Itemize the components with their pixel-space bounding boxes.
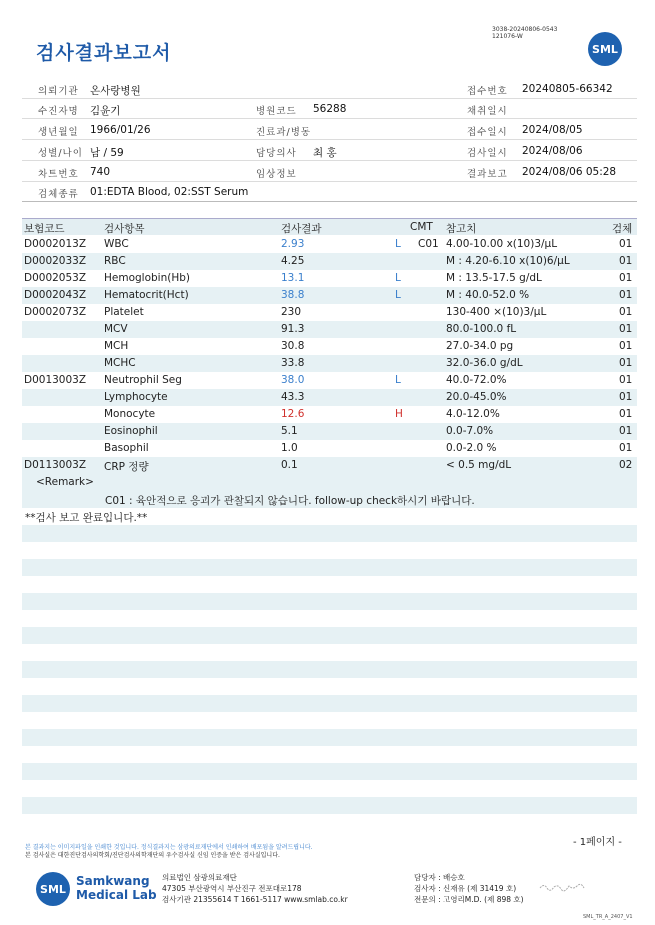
- result-cell: 33.8: [281, 357, 305, 369]
- cmt-cell: C01: [418, 238, 439, 250]
- empty-row-band: [22, 525, 637, 542]
- item-cell: MCHC: [104, 357, 136, 369]
- address-line-2: 47305 부산광역시 부산진구 전포대로178: [162, 884, 302, 893]
- info-row-specimen: 검체종류 01:EDTA Blood, 02:SST Serum: [22, 182, 637, 202]
- info-row-institution: 의뢰기관 온사랑병원 접수번호 20240805-66342: [22, 79, 637, 99]
- specimen-cell: 01: [619, 289, 633, 301]
- item-cell: Basophil: [104, 442, 149, 454]
- specimen-cell: 01: [619, 374, 633, 386]
- item-cell: CRP 정량: [104, 461, 149, 473]
- page-title: 검사결과보고서: [36, 42, 172, 64]
- item-cell: Monocyte: [104, 408, 156, 420]
- code-cell: D0002033Z: [24, 255, 87, 267]
- reference-cell: 0.0-7.0%: [446, 425, 494, 437]
- result-cell: 0.1: [281, 459, 298, 471]
- signer-specialist: 전문의 : 고영리M.D. (제 898 호): [414, 895, 524, 904]
- code-cell: D0013003Z: [24, 374, 87, 386]
- footnote-certification: 본 검사실은 대한진단검사의학회/진단검사의학재단의 우수검사실 신임 인증을 받은 검사실입니다.: [25, 852, 280, 859]
- barcode-id: 3038-20240806-0543 121076-W: [492, 26, 558, 40]
- specimen-cell: 01: [619, 272, 633, 284]
- table-row: [22, 253, 637, 270]
- reference-cell: < 0.5 mg/dL: [446, 459, 512, 471]
- result-cell: 43.3: [281, 391, 305, 403]
- result-cell: 2.93: [281, 238, 305, 250]
- result-cell: 12.6: [281, 408, 305, 420]
- table-row: [22, 321, 637, 338]
- table-row: [22, 372, 637, 389]
- signer-examiner: 검사자 : 신재유 (제 31419 호): [414, 884, 517, 893]
- signer-manager: 담당자 : 배승호: [414, 873, 465, 882]
- remark-text: C01 : 육안적으로 응괴가 관찰되지 않습니다. follow-up check하시기 바랍니다.: [105, 495, 475, 507]
- item-cell: Lymphocyte: [104, 391, 168, 403]
- reference-cell: 32.0-36.0 g/dL: [446, 357, 523, 369]
- specimen-cell: 01: [619, 408, 633, 420]
- result-cell: 91.3: [281, 323, 305, 335]
- result-cell: 38.0: [281, 374, 305, 386]
- specimen-cell: 01: [619, 391, 633, 403]
- specimen-cell: 01: [619, 323, 633, 335]
- empty-row-band: [22, 593, 637, 610]
- flag-cell: L: [395, 272, 401, 284]
- reference-cell: 130-400 ×(10)3/μL: [446, 306, 547, 318]
- table-row: [22, 423, 637, 440]
- table-row: [22, 355, 637, 372]
- reference-cell: 80.0-100.0 fL: [446, 323, 517, 335]
- specimen-cell: 01: [619, 425, 633, 437]
- reference-cell: M : 40.0-52.0 %: [446, 289, 530, 301]
- code-cell: D0002053Z: [24, 272, 87, 284]
- code-cell: D0002043Z: [24, 289, 87, 301]
- empty-row-band: [22, 763, 637, 780]
- specimen-cell: 02: [619, 459, 633, 471]
- empty-row-band: [22, 661, 637, 678]
- reference-cell: 20.0-45.0%: [446, 391, 507, 403]
- result-cell: 38.8: [281, 289, 305, 301]
- reference-cell: 4.00-10.00 x(10)3/μL: [446, 238, 558, 250]
- flag-cell: L: [395, 374, 401, 386]
- sml-logo-bottom: SML: [36, 872, 70, 906]
- info-row-sex-age: 성별/나이 남 / 59 담당의사 최 홍 검사일시 2024/08/06: [22, 141, 637, 161]
- sml-logo: SML: [588, 32, 622, 66]
- table-row: [22, 304, 637, 321]
- specimen-cell: 01: [619, 442, 633, 454]
- item-cell: Platelet: [104, 306, 144, 318]
- table-row: [22, 270, 637, 287]
- result-cell: 5.1: [281, 425, 298, 437]
- empty-row-band: [22, 559, 637, 576]
- result-cell: 1.0: [281, 442, 298, 454]
- reference-cell: M : 13.5-17.5 g/dL: [446, 272, 542, 284]
- code-cell: D0002073Z: [24, 306, 87, 318]
- brand-name: Samkwang Medical Lab: [76, 874, 157, 902]
- table-row: [22, 287, 637, 304]
- reference-cell: 4.0-12.0%: [446, 408, 500, 420]
- form-code: SML_TR_A_2407_V1: [583, 914, 633, 920]
- code-cell: D0002013Z: [24, 238, 87, 250]
- flag-cell: L: [395, 289, 401, 301]
- specimen-cell: 01: [619, 238, 633, 250]
- reference-cell: 0.0-2.0 %: [446, 442, 497, 454]
- specimen-cell: 01: [619, 306, 633, 318]
- item-cell: MCV: [104, 323, 128, 335]
- info-row-patient: 수진자명 김윤기 병원코드 56288 채취일시: [22, 99, 637, 119]
- item-cell: Hematocrit(Hct): [104, 289, 189, 301]
- specimen-cell: 01: [619, 340, 633, 352]
- remark-title: <Remark>: [36, 476, 94, 488]
- signature-scribble: [538, 882, 586, 892]
- specimen-cell: 01: [619, 255, 633, 267]
- reference-cell: M : 4.20-6.10 x(10)6/μL: [446, 255, 570, 267]
- table-row: [22, 389, 637, 406]
- table-row: [22, 338, 637, 355]
- specimen-cell: 01: [619, 357, 633, 369]
- table-row: [22, 406, 637, 423]
- address-line-3: 검사기관 21355614 T 1661-5117 www.smlab.co.kr: [162, 895, 348, 904]
- completion-note: **검사 보고 완료입니다.**: [25, 512, 148, 524]
- results-table-header: 보험코드 검사항목 검사결과 CMT 참고치 검체: [22, 218, 637, 235]
- flag-cell: H: [395, 408, 403, 420]
- result-cell: 230: [281, 306, 302, 318]
- empty-row-band: [22, 729, 637, 746]
- reference-cell: 27.0-34.0 pg: [446, 340, 514, 352]
- page-number: - 1페이지 -: [573, 837, 622, 848]
- result-cell: 4.25: [281, 255, 305, 267]
- empty-row-band: [22, 627, 637, 644]
- info-row-birth: 생년월일 1966/01/26 진료과/병동 접수일시 2024/08/05: [22, 120, 637, 140]
- table-row: [22, 440, 637, 457]
- code-cell: D0113003Z: [24, 459, 87, 471]
- footnote-image-notice: 본 결과지는 이미지파일을 인쇄한 것입니다. 정식결과지는 삼광의료재단에서 인쇄하여 배포됨을 알려드립니다.: [25, 844, 313, 851]
- table-row: [22, 457, 637, 474]
- info-row-chart: 차트번호 740 임상정보 결과보고 2024/08/06 05:28: [22, 162, 637, 182]
- remark-band: [22, 474, 637, 491]
- reference-cell: 40.0-72.0%: [446, 374, 507, 386]
- empty-row-band: [22, 695, 637, 712]
- item-cell: Eosinophil: [104, 425, 158, 437]
- flag-cell: L: [395, 238, 401, 250]
- table-row: [22, 236, 637, 253]
- item-cell: RBC: [104, 255, 126, 267]
- item-cell: Hemoglobin(Hb): [104, 272, 191, 284]
- result-cell: 13.1: [281, 272, 305, 284]
- item-cell: MCH: [104, 340, 129, 352]
- item-cell: Neutrophil Seg: [104, 374, 182, 386]
- item-cell: WBC: [104, 238, 129, 250]
- address-line-1: 의료법인 삼광의료재단: [162, 873, 237, 882]
- empty-row-band: [22, 797, 637, 814]
- result-cell: 30.8: [281, 340, 305, 352]
